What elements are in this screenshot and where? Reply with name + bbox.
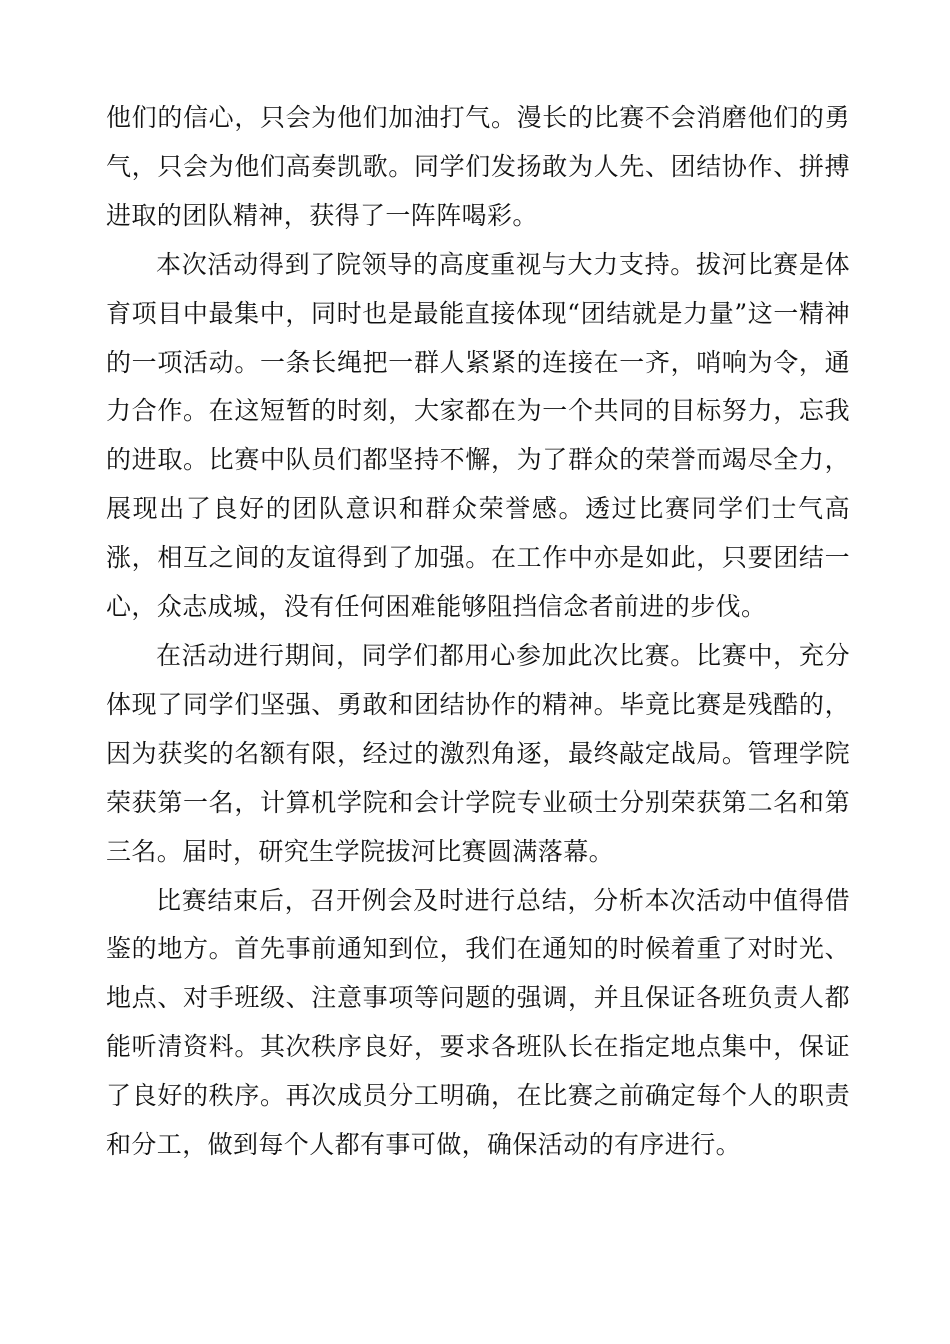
paragraph-3: 在活动进行期间，同学们都用心参加此次比赛。比赛中，充分体现了同学们坚强、勇敢和团结协作的精神。毕竟比赛是残酷的，因为获奖的名额有限，经过的激烈角逐，最终敲定战局。管理学院荣获第一名，计算机学院和会计学院专业硕士分别荣获第二名和第三名。届时，研究生学院拔河比赛圆满落幕。 bbox=[106, 640, 850, 866]
document-body bbox=[106, 94, 850, 1170]
paragraph-2: 本次活动得到了院领导的高度重视与大力支持。拔河比赛是体育项目中最集中，同时也是最能直接体现“团结就是力量”这一精神的一项活动。一条长绳把一群人紧紧的连接在一齐，哨响为令，通力合作。在这短暂的时刻，大家都在为一个共同的目标努力，忘我的进取。比赛中队员们都坚持不懈，为了群众的荣誉而竭尽全力，展现出了良好的团队意识和群众荣誉感。透过比赛同学们士气高涨，相互之间的友谊得到了加强。在工作中亦是如此，只要团结一心，众志成城，没有任何困难能够阻挡信念者前进的步伐。 bbox=[106, 249, 850, 622]
paragraph-1: 他们的信心，只会为他们加油打气。漫长的比赛不会消磨他们的勇气，只会为他们高奏凯歌。同学们发扬敢为人先、团结协作、拼搏进取的团队精神，获得了一阵阵喝彩。 bbox=[106, 103, 850, 230]
paragraph-4: 比赛结束后，召开例会及时进行总结，分析本次活动中值得借鉴的地方。首先事前通知到位，我们在通知的时候着重了对时光、地点、对手班级、注意事项等问题的强调，并且保证各班负责人都能听清资料。其次秩序良好，要求各班队长在指定地点集中，保证了良好的秩序。再次成员分工明确，在比赛之前确定每个人的职责和分工，做到每个人都有事可做，确保活动的有序进行。 bbox=[106, 885, 850, 1160]
